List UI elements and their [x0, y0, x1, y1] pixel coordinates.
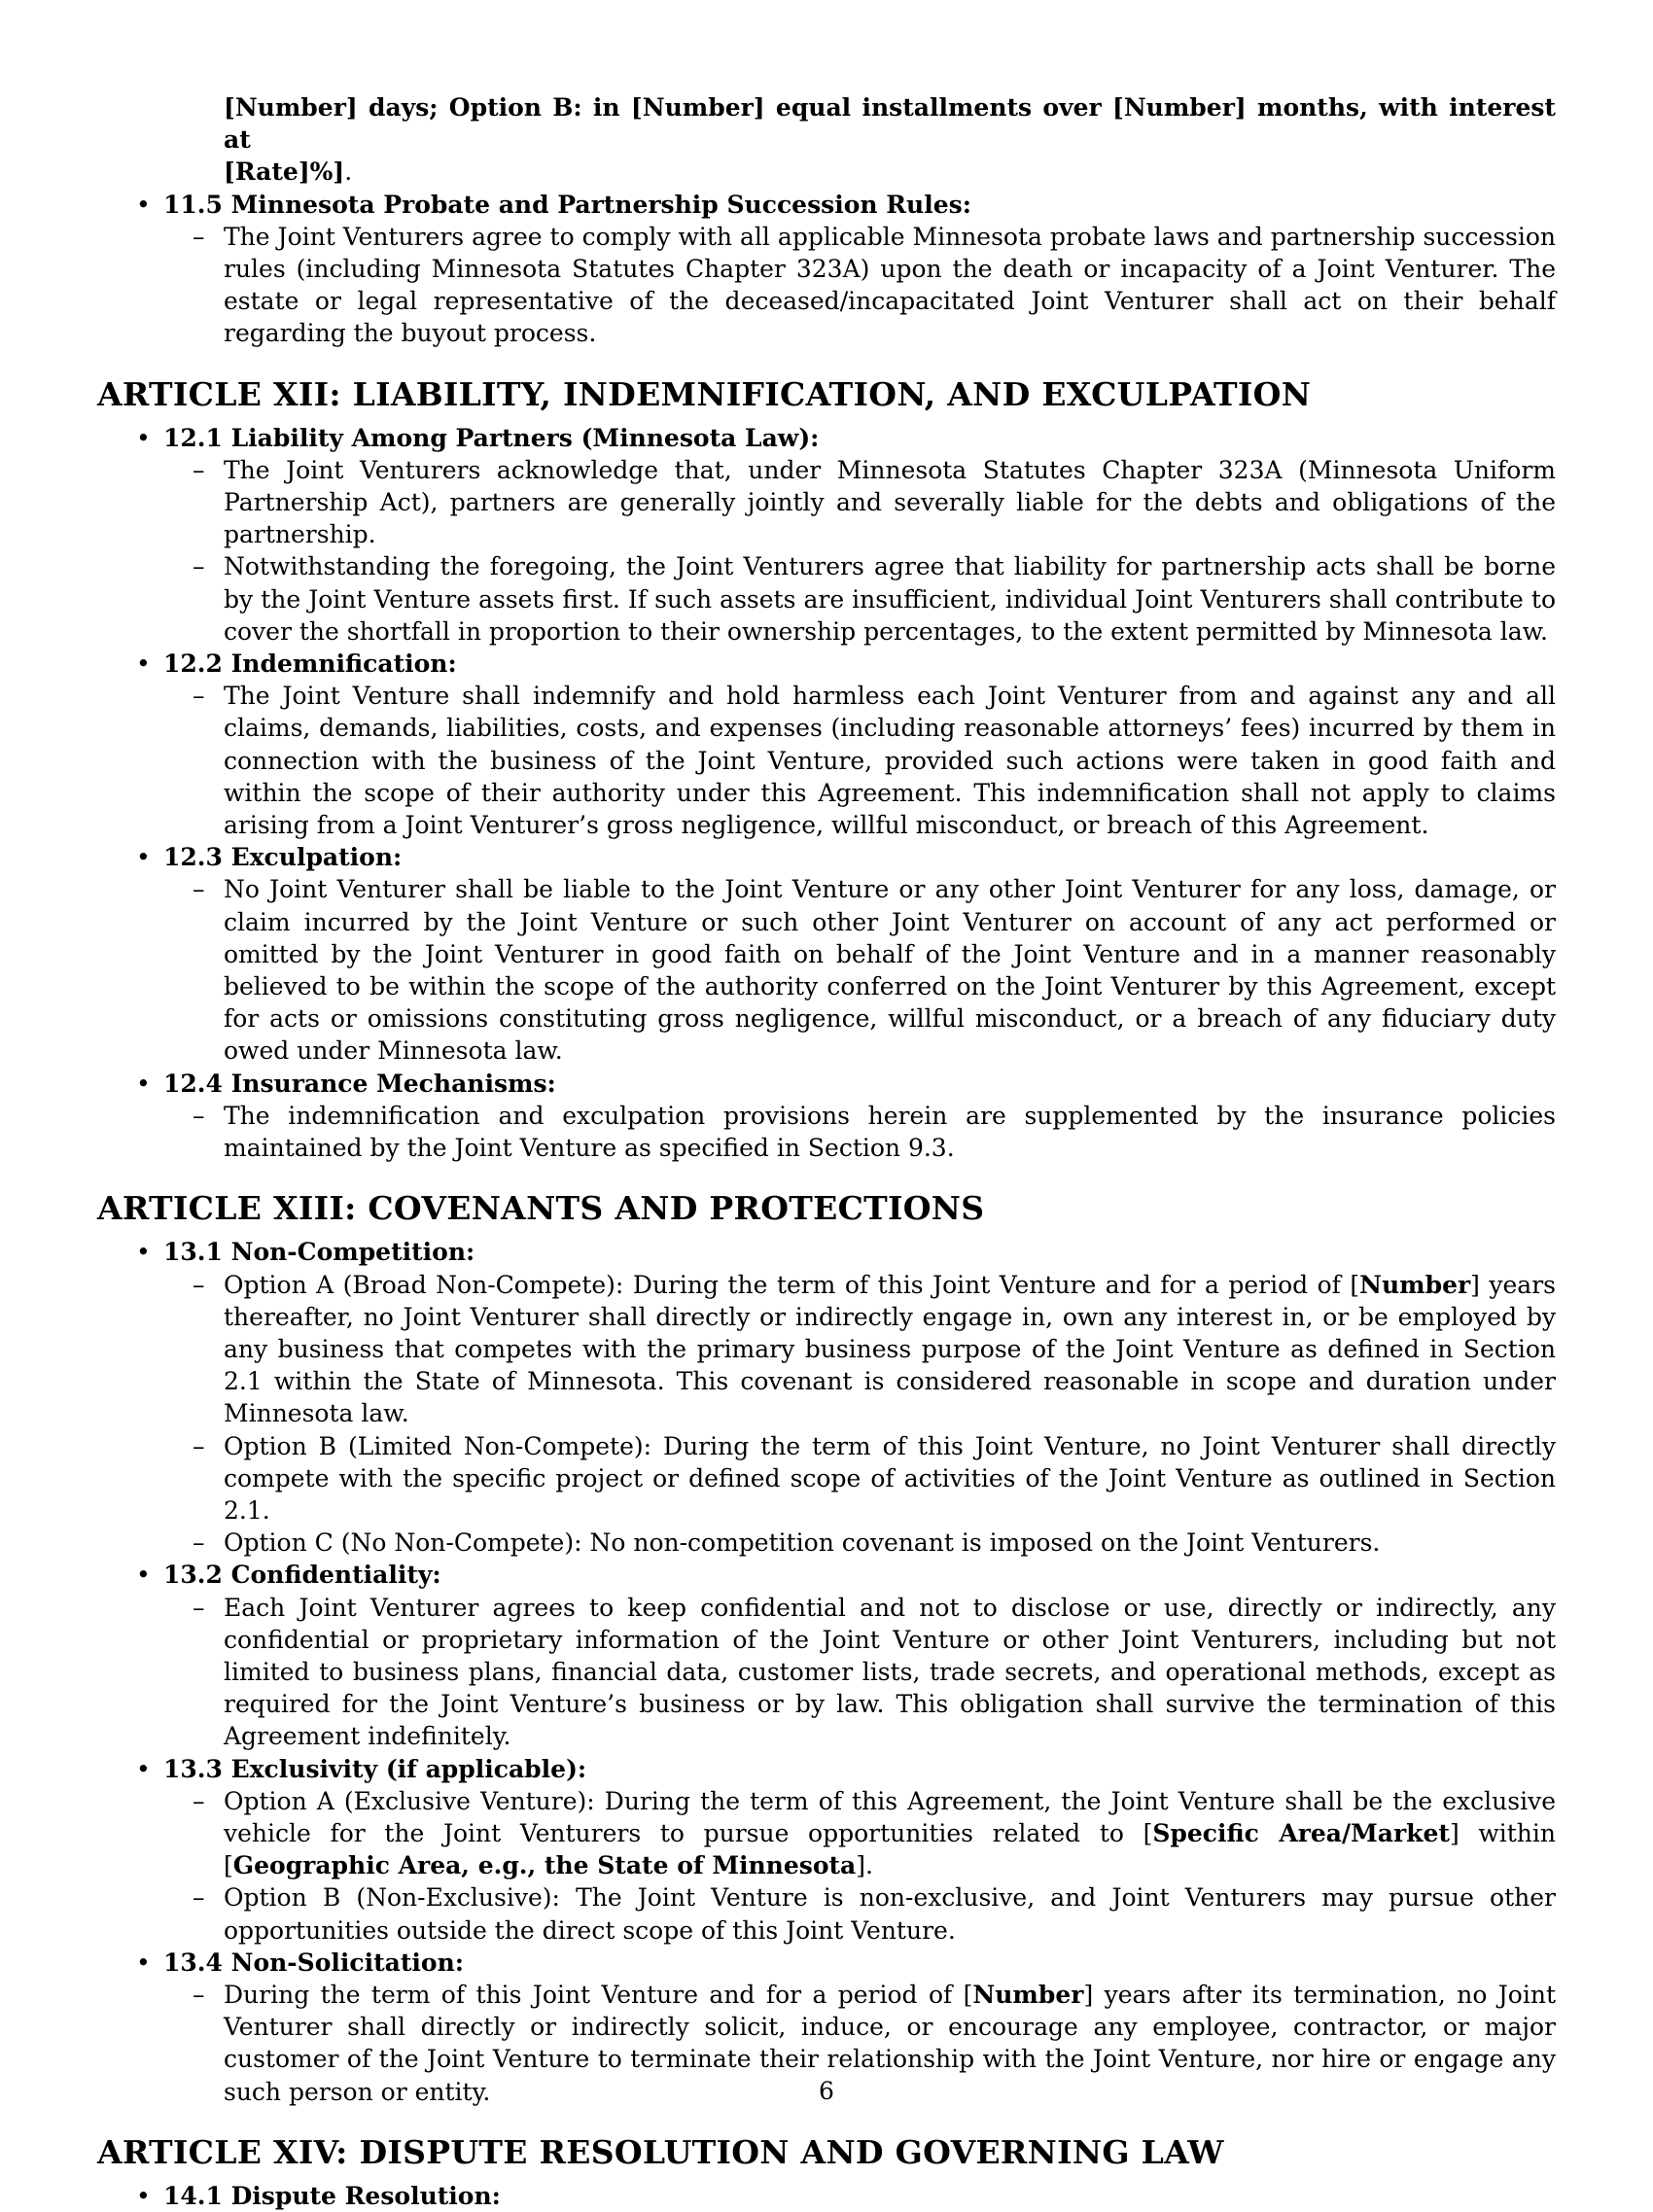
section-11-5 — [97, 189, 1556, 350]
list-item: – The indemnification and exculpation provisions herein are supplemented by the insurance policies maintained by the Joint Venture as specified in Section 9.3. — [163, 1100, 1556, 1164]
text-run: ]. — [856, 1851, 873, 1880]
page-number: 6 — [819, 2077, 834, 2105]
list-item: – Each Joint Venturer agrees to keep confidential and not to disclose or use, directly or indirectly, any confidential or proprietary information of the Joint Venture or other Joint Venturers, including but not limited to business plans, financial data, customer lists, trade secrets, and operational methods, except as required for the Joint Venture’s business or by law. This obligation shall survive the termination of this Agreement indefinitely. — [163, 1592, 1556, 1753]
article-title: ARTICLE XIV: DISPUTE RESOLUTION AND GOVERNING LAW — [97, 2132, 1224, 2171]
article-12-list — [97, 422, 1556, 1165]
section-heading: 13.4 Non-Solicitation: — [163, 1948, 464, 1977]
article-13-list — [97, 1236, 1556, 2107]
list-item — [163, 1269, 1556, 1430]
section-12-3 — [97, 841, 1556, 1067]
list-item — [163, 1785, 1556, 1882]
list-item: – Option C (No Non-Compete): No non-competition covenant is imposed on the Joint Venturers. — [163, 1527, 1556, 1559]
article-12 — [97, 375, 1556, 414]
continued-text-line2: [Rate]%] — [224, 158, 345, 187]
section-heading: 13.3 Exclusivity (if applicable): — [163, 1754, 587, 1783]
section-heading: 12.3 Exculpation: — [163, 843, 403, 872]
continued-text — [224, 91, 1556, 189]
list-item: – No Joint Venturer shall be liable to the Joint Venture or any other Joint Venturer for any loss, damage, or claim incurred by the Joint Venture or such other Joint Venturer on account of any act performed or omitted by the Joint Venturer in good faith on behalf of the Joint Venture and in a manner reasonably believed to be within the scope of the authority conferred on the Joint Venturer by this Agreement, except for acts or omissions constituting gross negligence, willful misconduct, or a breach of any fiduciary duty owed under Minnesota law. — [163, 873, 1556, 1067]
text-run: Option A (Broad Non-Compete): During the term of this Joint Venture and for a period of [ — [224, 1270, 1360, 1299]
article-14-list — [97, 2180, 1556, 2212]
section-13-2 — [97, 1559, 1556, 1752]
continued-text-period: . — [344, 158, 353, 187]
placeholder-term: Geographic Area, e.g., the State of Minnesota — [232, 1851, 857, 1880]
text-run: ] within [ — [224, 1818, 1557, 1880]
section-12-4 — [97, 1068, 1556, 1165]
text-run: Option A (Exclusive Venture): During the term of this Agreement, the Joint Venture shall be the exclusive vehicle for the Joint Venturers to pursue opportunities related to [ — [224, 1786, 1556, 1847]
list-item: – Option B (Non-Exclusive): The Joint Venture is non-exclusive, and Joint Venturers may pursue other opportunities outside the direct scope of this Joint Venture. — [163, 1881, 1556, 1946]
article-title: ARTICLE XIII: COVENANTS AND PROTECTIONS — [97, 1189, 985, 1228]
section-11-5-list — [97, 189, 1556, 350]
list-item: – Notwithstanding the foregoing, the Joint Venturers agree that liability for partnership acts shall be borne by the Joint Venture assets first. If such assets are insufficient, individual Joint Venturers shall contribute to cover the shortfall in proportion to their ownership percentages, to the extent permitted by Minnesota law. — [163, 550, 1556, 648]
section-heading: 12.2 Indemnification: — [163, 650, 457, 679]
document-page — [97, 91, 1556, 2212]
section-heading: 11.5 Minnesota Probate and Partnership Succession Rules: — [163, 190, 971, 219]
section-heading: 13.1 Non-Competition: — [163, 1238, 475, 1267]
section-13-3 — [97, 1753, 1556, 1947]
section-heading: 14.1 Dispute Resolution: — [163, 2181, 501, 2210]
list-item: – The Joint Venturers acknowledge that, under Minnesota Statutes Chapter 323A (Minnesota Uniform Partnership Act), partners are generally jointly and severally liable for the debts and obligations of the partnership. — [163, 454, 1556, 551]
section-14-1 — [97, 2180, 1556, 2212]
text-run: ] years after its termination, no Joint Venturer shall directly or indirectly solicit, induce, or encourage any employee, contractor, or major customer of the Joint Venture to terminate their relationship with the Joint Venture, nor hire or engage any such person or entity. — [224, 1980, 1556, 2106]
section-heading: 13.2 Confidentiality: — [163, 1561, 441, 1590]
text-run: During the term of this Joint Venture and for a period of [ — [224, 1980, 973, 2009]
placeholder-term: Number — [972, 1980, 1084, 2009]
continued-text-line1: [Number] days; Option B: in [Number] equal installments over [Number] months, with interest at — [224, 93, 1556, 155]
list-item: – Option B (Limited Non-Compete): During the term of this Joint Venture, no Joint Venturer shall directly compete with the specific project or defined scope of activities of the Joint Venture as outlined in Section 2.1. — [163, 1430, 1556, 1527]
placeholder-term: Specific Area/Market — [1152, 1818, 1450, 1847]
placeholder-term: Number — [1359, 1270, 1471, 1299]
section-12-1 — [97, 422, 1556, 648]
list-item: – The Joint Venturers agree to comply with all applicable Minnesota probate laws and partnership succession rules (including Minnesota Statutes Chapter 323A) upon the death or incapacity of a Joint Venturer. The estate or legal representative of the deceased/incapacitated Joint Venturer shall act on their behalf regarding the buyout process. — [163, 221, 1556, 350]
text-run: ] years thereafter, no Joint Venturer shall directly or indirectly engage in, own any interest in, or be employed by any business that competes with the primary business purpose of the Joint Venture as defined in Section 2.1 within the State of Minnesota. This covenant is considered reasonable in scope and duration under Minnesota law. — [224, 1270, 1556, 1428]
article-13 — [97, 1189, 1556, 1228]
section-heading: 12.1 Liability Among Partners (Minnesota Law): — [163, 423, 820, 452]
section-heading: 12.4 Insurance Mechanisms: — [163, 1069, 556, 1098]
article-title: ARTICLE XII: LIABILITY, INDEMNIFICATION, AND EXCULPATION — [97, 374, 1312, 413]
list-item: – The Joint Venture shall indemnify and hold harmless each Joint Venturer from and against any and all claims, demands, liabilities, costs, and expenses (including reasonable attorneys’ fees) incurred by them in connection with the business of the Joint Venture, provided such actions were taken in good faith and within the scope of their authority under this Agreement. This indemnification shall not apply to claims arising from a Joint Venturer’s gross negligence, willful misconduct, or breach of this Agreement. — [163, 680, 1556, 841]
section-13-1 — [97, 1236, 1556, 1559]
section-12-2 — [97, 648, 1556, 841]
